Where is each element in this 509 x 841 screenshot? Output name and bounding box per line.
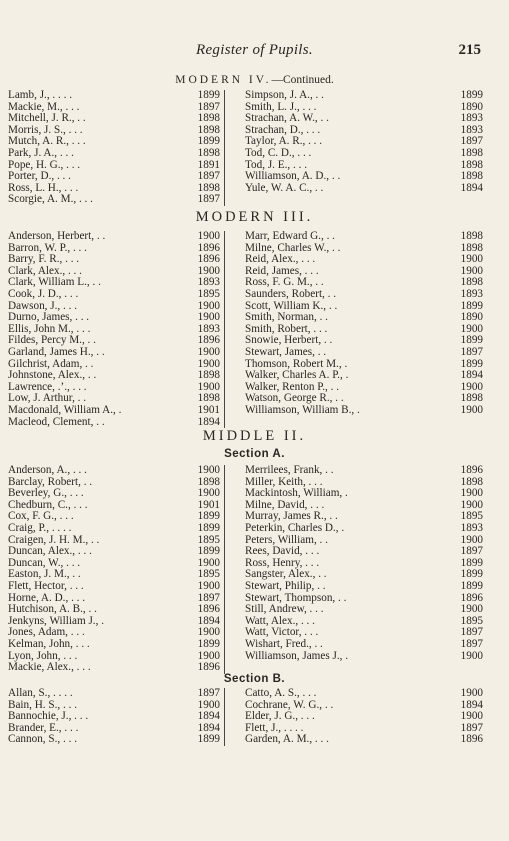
pupil-entry [8, 171, 220, 183]
entry-year: 1900 [197, 698, 220, 711]
right-column [245, 231, 483, 417]
pupil-entry [245, 90, 483, 102]
column-divider [224, 90, 225, 206]
pupil-entry [8, 312, 220, 324]
right-column [245, 688, 483, 746]
pupil-name: Ellis, John M., . . . [8, 322, 91, 335]
column-divider [224, 688, 225, 746]
pupil-name: Macdonald, William A., . [8, 403, 122, 416]
pupil-name: Porter, D., . . . [8, 170, 71, 183]
pupil-name: Chedburn, C., . . . [8, 498, 88, 511]
pupil-entry [8, 90, 220, 102]
pupil-name: Dawson, J., . . . [8, 299, 77, 312]
entry-year: 1897 [197, 591, 220, 604]
entry-year: 1900 [197, 579, 220, 592]
pupil-name: Gilchrist, Adam, . . [8, 357, 94, 370]
pupil-entry [245, 183, 483, 195]
pupil-name: Watt, Alex., . . . [245, 614, 315, 627]
subheading-section-a [0, 448, 509, 460]
entry-year: 1899 [460, 579, 483, 592]
pupil-name: Tod, C. D., . . . [245, 146, 312, 159]
pupil-name: Barry, F. R., . . . [8, 253, 80, 266]
entry-year: 1897 [197, 193, 220, 206]
pupil-name: Marr, Edward G., . . [245, 230, 335, 242]
entry-year: 1894 [460, 369, 483, 382]
pupil-name: Smith, Robert, . . . [245, 322, 328, 335]
entry-year: 1896 [197, 241, 220, 254]
entry-year: 1894 [197, 415, 220, 428]
pupil-name: Walker, Charles A. P., . [245, 369, 349, 382]
pupil-entry [8, 688, 220, 700]
left-column [8, 231, 220, 428]
entry-year: 1898 [197, 123, 220, 136]
pupil-entry [245, 604, 483, 616]
entry-year: 1899 [197, 545, 220, 558]
pupil-name: Thomson, Robert M., . [245, 357, 348, 370]
entry-year: 1897 [460, 135, 483, 148]
pupil-name: Smith, L. J., . . . [245, 100, 317, 113]
heading-middle-ii [0, 428, 509, 445]
pupil-entry [245, 734, 483, 746]
continued-label: —Continued. [271, 74, 334, 86]
pupil-entry [8, 231, 220, 243]
entry-year: 1893 [460, 123, 483, 136]
entry-year: 1898 [197, 392, 220, 405]
entry-year: 1898 [460, 475, 483, 488]
entry-year: 1896 [197, 253, 220, 266]
section-subheading: Section B. [223, 673, 286, 685]
left-column [8, 90, 220, 206]
pupil-name: Murray, James R., . . [245, 510, 338, 523]
entry-year: 1893 [460, 287, 483, 300]
pupil-name: Cox, F. G., . . . [8, 510, 74, 523]
pupil-name: Strachan, D., . . . [245, 123, 321, 136]
pupil-name: Strachan, A. W., . . [245, 112, 329, 125]
pupil-name: Barclay, Robert, . . [8, 475, 93, 488]
entry-year: 1896 [197, 334, 220, 347]
pupil-name: Peterkin, Charles D., . [245, 521, 345, 534]
entry-year: 1893 [197, 276, 220, 289]
entry-year: 1897 [197, 100, 220, 113]
left-column [8, 465, 220, 674]
pupil-entry [8, 604, 220, 616]
pupil-name: Brander, E., . . . [8, 721, 79, 734]
pupil-entry [8, 662, 220, 674]
pupil-name: Horne, A. D., . . . [8, 591, 86, 604]
entry-year: 1899 [460, 556, 483, 569]
pupil-name: Garland, James H., . . [8, 345, 105, 358]
entry-year: 1898 [460, 158, 483, 171]
pupil-name: Scorgie, A. M., . . . [8, 193, 93, 206]
pupil-name: Craig, P., . . . . [8, 521, 72, 534]
pupil-name: Walker, Renton P., . . [245, 380, 340, 393]
pupil-name: Wishart, Fred., . . [245, 637, 323, 650]
pupil-name: Catto, A. S., . . . [245, 687, 317, 699]
pupil-entry [245, 523, 483, 535]
pupil-name: Mutch, A. R., . . . [8, 135, 86, 148]
pupil-entry [245, 347, 483, 359]
entry-year: 1900 [197, 311, 220, 324]
entry-year: 1893 [197, 322, 220, 335]
pupil-entry [8, 546, 220, 558]
pupil-entry [245, 546, 483, 558]
entry-year: 1900 [460, 649, 483, 662]
entry-year: 1900 [197, 345, 220, 358]
entry-year: 1898 [197, 181, 220, 194]
pupil-name: Jenkyns, William J., . [8, 614, 104, 627]
entry-year: 1900 [197, 380, 220, 393]
pupil-name: Scott, William K., . . [245, 299, 338, 312]
entry-year: 1900 [460, 253, 483, 266]
entry-year: 1896 [197, 661, 220, 674]
entry-year: 1900 [460, 533, 483, 546]
entry-year: 1900 [460, 687, 483, 699]
pupil-name: Barron, W. P., . . . [8, 241, 87, 254]
entry-year: 1900 [460, 603, 483, 616]
pupil-name: Flett, Hector, . . . [8, 579, 84, 592]
pupil-entry [245, 171, 483, 183]
entry-year: 1894 [197, 614, 220, 627]
entry-year: 1900 [197, 464, 220, 476]
pupil-name: Snowie, Herbert, . . [245, 334, 333, 347]
pupil-name: Reid, James, . . . [245, 264, 319, 277]
entry-year: 1899 [197, 637, 220, 650]
pupil-name: Reid, Alex., . . . [245, 253, 316, 266]
entry-year: 1900 [460, 498, 483, 511]
pupil-name: Ross, L. H., . . . [8, 181, 79, 194]
entry-year: 1901 [197, 403, 220, 416]
pupil-name: Craigen, J. H. M., . . [8, 533, 100, 546]
pupil-entry [245, 289, 483, 301]
pupil-name: Beverley, G., . . . [8, 487, 84, 500]
pupil-name: Rees, David, . . . [245, 545, 320, 558]
pupil-entry [245, 148, 483, 160]
pupil-entry [8, 581, 220, 593]
pupil-name: Low, J. Arthur, . . [8, 392, 87, 405]
pupil-name: Milne, David, . . . [245, 498, 325, 511]
entry-year: 1898 [197, 475, 220, 488]
pupil-name: Lyon, John, . . . [8, 649, 78, 662]
entry-year: 1898 [460, 230, 483, 242]
pupil-name: Simpson, J. A., . . [245, 89, 324, 101]
entry-year: 1899 [197, 521, 220, 534]
pupil-entry [8, 639, 220, 651]
pupil-name: Williamson, James J., . [245, 649, 349, 662]
pupil-name: Johnstone, Alex., . . [8, 369, 97, 382]
entry-year: 1900 [460, 322, 483, 335]
pupil-entry [245, 688, 483, 700]
page-number: 215 [458, 42, 481, 58]
entry-year: 1900 [460, 264, 483, 277]
pupil-name: Flett, J., . . . . [245, 721, 304, 734]
pupil-name: Bain, H. S., . . . [8, 698, 77, 711]
entry-year: 1898 [460, 170, 483, 183]
pupil-name: Cook, J. D., . . . [8, 287, 79, 300]
pupil-name: Stewart, Philip, . . [245, 579, 326, 592]
column-divider [224, 231, 225, 428]
pupil-entry [8, 523, 220, 535]
entry-year: 1895 [460, 510, 483, 523]
entry-year: 1899 [460, 568, 483, 581]
entry-year: 1895 [460, 614, 483, 627]
pupil-name: Easton, J. M., . . [8, 568, 81, 581]
pupil-entry [245, 231, 483, 243]
subheading-section-b [0, 673, 509, 685]
pupil-name: Cannon, S., . . . [8, 733, 77, 746]
pupil-name: Fildes, Percy M., . . [8, 334, 96, 347]
entry-year: 1899 [197, 733, 220, 746]
pupil-entry [245, 465, 483, 477]
pupil-name: Yule, W. A. C., . . [245, 181, 324, 194]
pupil-name: Morris, J. S., . . . [8, 123, 83, 136]
entry-year: 1901 [197, 498, 220, 511]
pupil-entry [245, 312, 483, 324]
entry-year: 1900 [460, 380, 483, 393]
pupil-name: Garden, A. M., . . . [245, 733, 329, 746]
entry-year: 1895 [197, 533, 220, 546]
pupil-name: Stewart, Thompson, . . [245, 591, 347, 604]
entry-year: 1898 [197, 146, 220, 159]
pupil-name: Lawrence, .’., . . . [8, 380, 87, 393]
pupil-entry [245, 639, 483, 651]
entry-year: 1895 [197, 287, 220, 300]
pupil-entry [8, 370, 220, 382]
pupil-name: Kelman, John, . . . [8, 637, 90, 650]
pupil-name: Duncan, Alex., . . . [8, 545, 92, 558]
entry-year: 1898 [460, 276, 483, 289]
pupil-name: Mackie, Alex., . . . [8, 661, 91, 674]
entry-year: 1898 [460, 241, 483, 254]
entry-year: 1897 [460, 345, 483, 358]
pupil-entry [8, 289, 220, 301]
entry-year: 1899 [460, 357, 483, 370]
entry-year: 1900 [460, 403, 483, 416]
pupil-name: Pope, H. G., . . . [8, 158, 81, 171]
pupil-name: Sangster, Alex., . . [245, 568, 327, 581]
pupil-name: Stewart, James, . . [245, 345, 327, 358]
entry-year: 1900 [197, 626, 220, 639]
pupil-name: Bannochie, J., . . . [8, 710, 89, 723]
entry-year: 1894 [197, 710, 220, 723]
entry-year: 1896 [197, 603, 220, 616]
entry-year: 1894 [460, 181, 483, 194]
page-header [0, 42, 509, 60]
pupil-name: Mackintosh, William, . [245, 487, 348, 500]
entry-year: 1890 [460, 100, 483, 113]
pupil-name: Anderson, Herbert, . . [8, 230, 106, 242]
pupil-name: Jones, Adam, . . . [8, 626, 85, 639]
pupil-name: Williamson, William B., . [245, 403, 360, 416]
entry-year: 1897 [460, 721, 483, 734]
entry-year: 1900 [197, 357, 220, 370]
pupil-name: Elder, J. G., . . . [245, 710, 315, 723]
pupil-name: Anderson, A., . . . [8, 464, 87, 476]
running-title: Register of Pupils. [196, 42, 313, 58]
section-subheading: Section A. [224, 448, 285, 460]
right-column [245, 90, 483, 194]
pupil-name: Smith, Norman, . . [245, 311, 328, 324]
pupil-name: Ross, F. G. M., . . [245, 276, 324, 289]
entry-year: 1900 [460, 487, 483, 500]
entry-year: 1894 [197, 721, 220, 734]
pupil-name: Ross, Henry, . . . [245, 556, 320, 569]
entry-year: 1899 [197, 135, 220, 148]
entry-year: 1893 [460, 112, 483, 125]
pupil-name: Williamson, A. D., . . [245, 170, 341, 183]
pupil-name: Taylor, A. R., . . . [245, 135, 323, 148]
entry-year: 1898 [460, 146, 483, 159]
section-heading: MIDDLE II. [202, 428, 307, 444]
entry-year: 1899 [197, 510, 220, 523]
pupil-name: Peters, William, . . [245, 533, 328, 546]
pupil-name: Clark, William L., . . [8, 276, 101, 289]
column-divider [224, 465, 225, 674]
entry-year: 1896 [460, 591, 483, 604]
pupil-name: Lamb, J., . . . . [8, 89, 73, 101]
pupil-entry [245, 405, 483, 417]
pupil-entry [245, 581, 483, 593]
pupil-name: Allan, S., . . . . [8, 687, 73, 699]
pupil-entry [245, 651, 483, 663]
heading-modern-iii [0, 209, 509, 226]
pupil-entry [8, 734, 220, 746]
pupil-entry [8, 347, 220, 359]
pupil-name: Duncan, W., . . . [8, 556, 81, 569]
section-heading: MODERN III. [195, 209, 314, 225]
pupil-name: Watson, George R., . . [245, 392, 344, 405]
entry-year: 1895 [197, 568, 220, 581]
entry-year: 1897 [460, 637, 483, 650]
entry-year: 1898 [197, 112, 220, 125]
entry-year: 1900 [197, 299, 220, 312]
entry-year: 1891 [197, 158, 220, 171]
section-heading: MODERN IV. [175, 74, 272, 86]
pupil-name: Mitchell, J. R., . . [8, 112, 86, 125]
heading-modern-iv [0, 74, 509, 86]
entry-year: 1896 [460, 733, 483, 746]
pupil-entry [8, 465, 220, 477]
entry-year: 1893 [460, 521, 483, 534]
entry-year: 1899 [197, 89, 220, 101]
entry-year: 1897 [460, 545, 483, 558]
pupil-entry [8, 148, 220, 160]
entry-year: 1900 [460, 710, 483, 723]
entry-year: 1899 [460, 89, 483, 101]
pupil-name: Saunders, Robert, . . [245, 287, 337, 300]
pupil-name: Clark, Alex., . . . [8, 264, 82, 277]
entry-year: 1900 [197, 230, 220, 242]
entry-year: 1900 [197, 556, 220, 569]
entry-year: 1898 [197, 369, 220, 382]
pupil-name: Still, Andrew, . . . [245, 603, 324, 616]
entry-year: 1898 [460, 392, 483, 405]
entry-year: 1890 [460, 311, 483, 324]
entry-year: 1899 [460, 299, 483, 312]
entry-year: 1899 [460, 334, 483, 347]
pupil-entry [8, 405, 220, 417]
right-column [245, 465, 483, 662]
entry-year: 1897 [460, 626, 483, 639]
left-column [8, 688, 220, 746]
pupil-entry [8, 417, 220, 429]
pupil-entry [8, 194, 220, 206]
pupil-name: Hutchison, A. B., . . [8, 603, 97, 616]
pupil-name: Cochrane, W. G., . . [245, 698, 334, 711]
pupil-name: Durno, James, . . . [8, 311, 90, 324]
entry-year: 1897 [197, 687, 220, 699]
pupil-name: Mackie, M., . . . [8, 100, 80, 113]
pupil-name: Milne, Charles W., . . [245, 241, 341, 254]
entry-year: 1900 [197, 264, 220, 277]
entry-year: 1894 [460, 698, 483, 711]
pupil-name: Watt, Victor, . . . [245, 626, 319, 639]
entry-year: 1900 [197, 487, 220, 500]
pupil-name: Miller, Keith, . . . [245, 475, 323, 488]
pupil-name: Tod, J. E., . . . [245, 158, 307, 171]
entry-year: 1900 [197, 649, 220, 662]
entry-year: 1896 [460, 464, 483, 476]
pupil-name: Macleod, Clement, . . [8, 415, 105, 428]
entry-year: 1897 [197, 170, 220, 183]
pupil-entry [245, 370, 483, 382]
pupil-name: Park, J. A., . . . [8, 146, 74, 159]
pupil-name: Merrilees, Frank, . . [245, 464, 334, 476]
